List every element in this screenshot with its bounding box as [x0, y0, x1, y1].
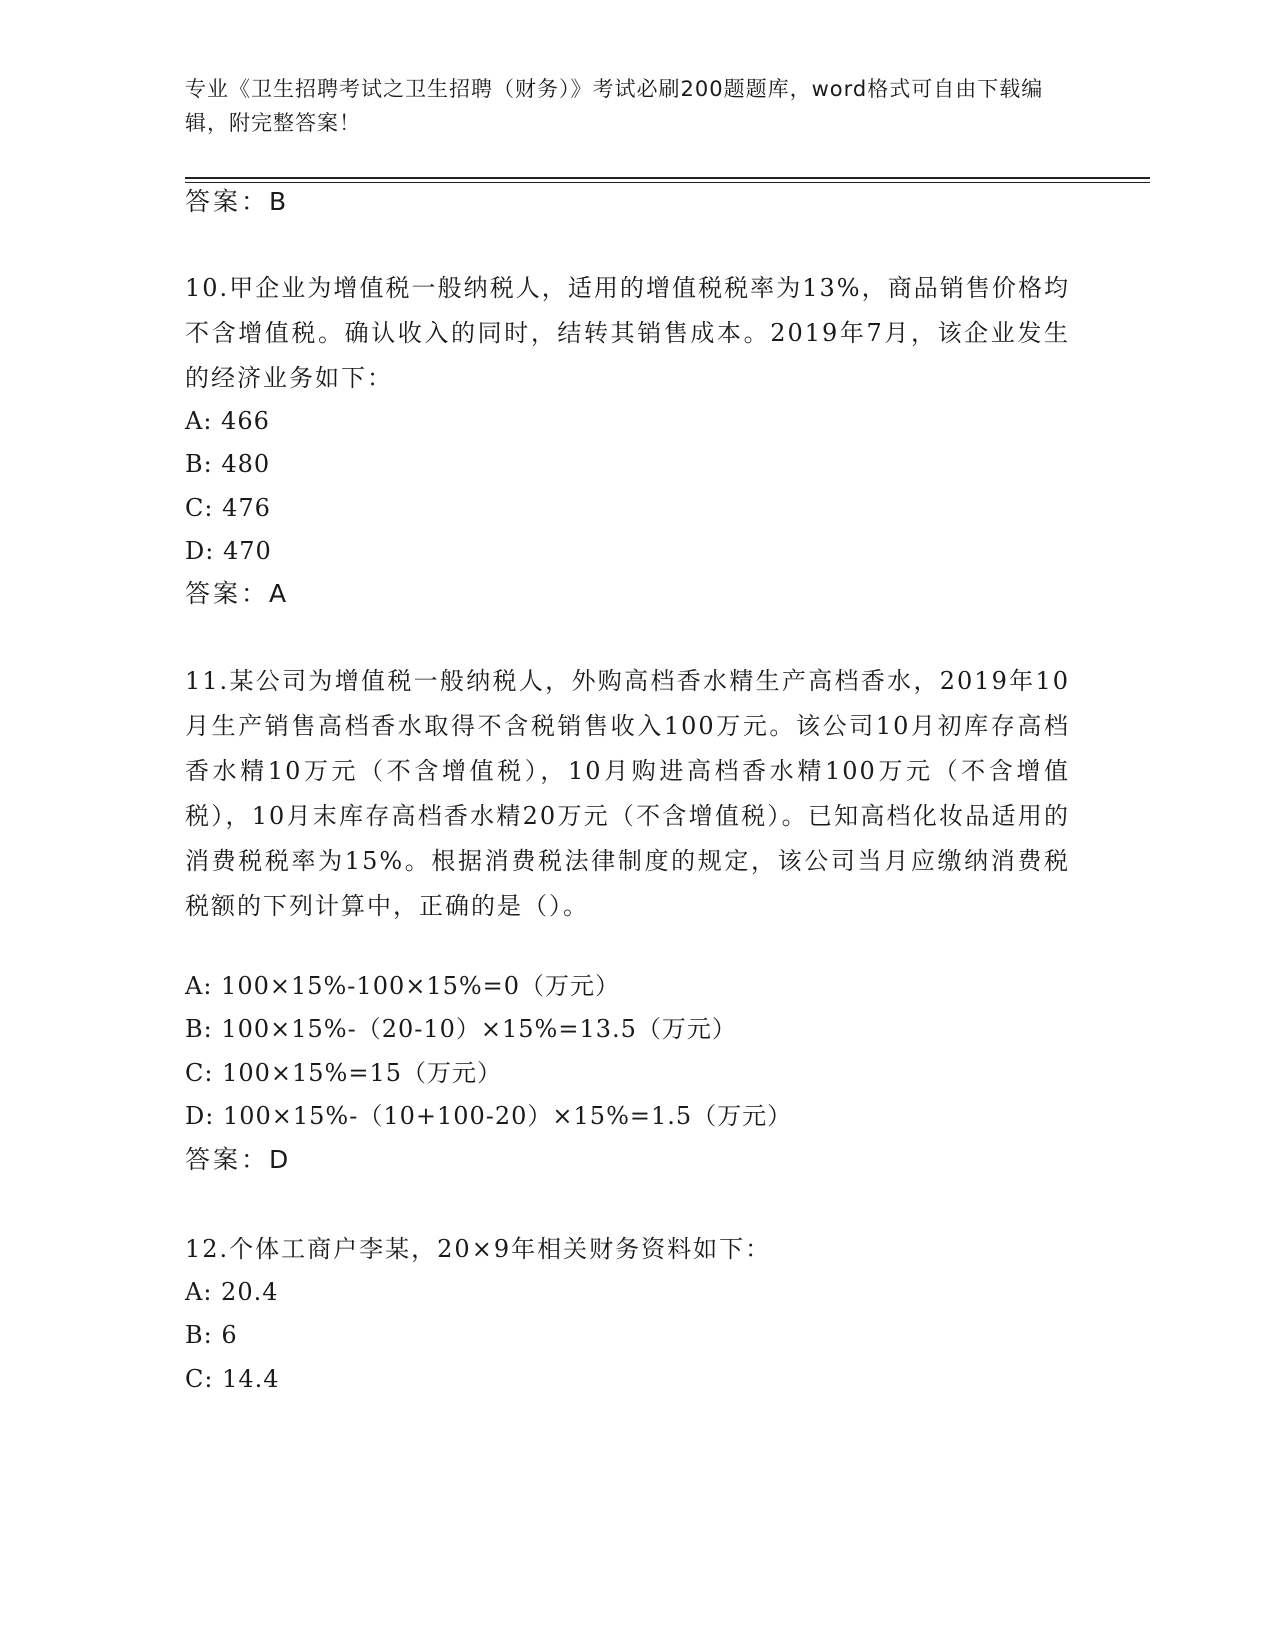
question-11-text: 11.某公司为增值税一般纳税人，外购高档香水精生产高档香水，2019年10月生产销售高档香水取得不含税销售收入100万元。该公司10月初库存高档香水精10万元（不含增值税），10月购进高档香水精100万元（不含增值税），10月末库存高档香水精20万元（不含增值税）。已知高档化妆品适用的消费税税率为15%。根据消费税法律制度的规定，该公司当月应缴纳消费税税额的下列计算中，正确的是（）。 — [185, 667, 1070, 920]
question-10-option-c: C: 476 — [185, 494, 271, 522]
question-12-option-b: B: 6 — [185, 1321, 238, 1349]
document-header: 专业《卫生招聘考试之卫生招聘（财务）》考试必刷200题题库，word格式可自由下载编辑，附完整答案！ — [185, 77, 1044, 135]
question-11-option-c: C: 100×15%=15（万元） — [185, 1059, 502, 1087]
question-11-option-a: A: 100×15%-100×15%=0（万元） — [185, 972, 621, 1000]
question-12-option-a: A: 20.4 — [185, 1278, 279, 1306]
question-11-option-b: B: 100×15%-（20-10）×15%=13.5（万元） — [185, 1015, 737, 1043]
question-10-option-a: A: 466 — [185, 407, 270, 435]
question-11-option-d: D: 100×15%-（10+100-20）×15%=1.5（万元） — [185, 1102, 793, 1130]
question-11-answer: 答案：D — [185, 1145, 292, 1174]
header-divider-thin — [185, 182, 1150, 183]
header-divider — [185, 177, 1150, 179]
question-10-option-d: D: 470 — [185, 537, 272, 565]
question-10-text: 10.甲企业为增值税一般纳税人，适用的增值税税率为13%，商品销售价格均不含增值税。确认收入的同时，结转其销售成本。2019年7月，该企业发生的经济业务如下： — [185, 274, 1070, 392]
question-12-option-c: C: 14.4 — [185, 1365, 280, 1393]
question-12-text: 12.个体工商户李某，20×9年相关财务资料如下： — [185, 1235, 772, 1263]
question-10-option-b: B: 480 — [185, 450, 271, 478]
answer-previous: 答案：B — [185, 187, 290, 216]
question-10-answer: 答案：A — [185, 579, 290, 608]
